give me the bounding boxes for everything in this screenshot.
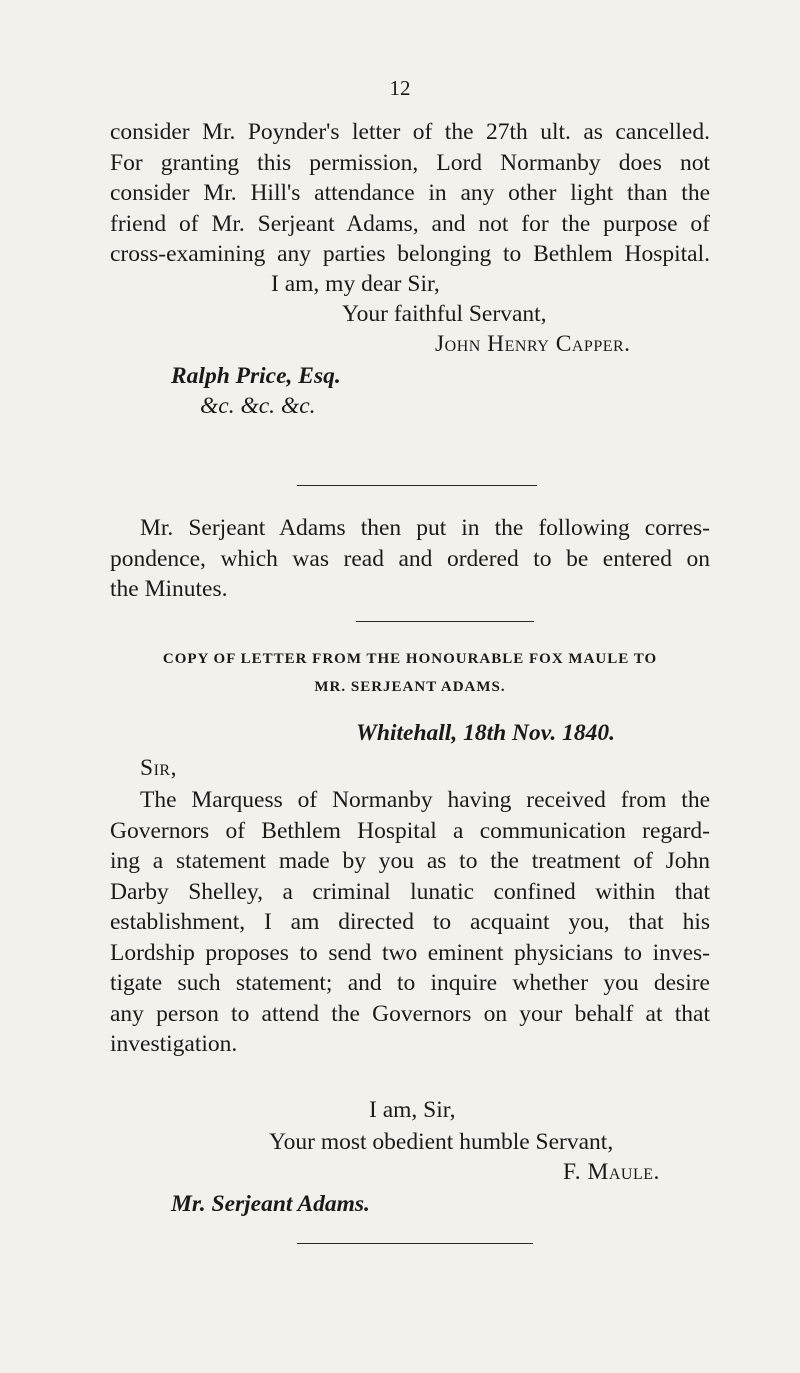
section-divider — [297, 1243, 533, 1244]
letter2-closing-1: I am, Sir, — [369, 1097, 456, 1123]
letter2-addressee: Mr. Serjeant Adams. — [171, 1191, 370, 1217]
text-line: Mr. Serjeant Adams then put in the following corres- — [140, 515, 710, 541]
letter2-salutation: Sir, — [140, 755, 177, 781]
letter-heading-line-1: COPY OF LETTER FROM THE HONOURABLE FOX MAULE TO — [162, 651, 658, 667]
letter2-closing-2: Your most obedient humble Servant, — [269, 1129, 614, 1155]
narrative-paragraph — [110, 513, 710, 605]
section-divider — [356, 621, 534, 622]
letter1-closing-2: Your faithful Servant, — [342, 301, 547, 327]
letter2-body — [110, 785, 710, 1060]
letter1-addressee: Ralph Price, Esq. — [171, 363, 341, 389]
text-line: pondence, which was read and ordered to be entered on — [110, 545, 710, 572]
letter1-etc: &c. &c. &c. — [200, 393, 316, 419]
text-line: The Marquess of Normanby having received from the — [140, 787, 710, 813]
text-line: tigate such statement; and to inquire whether you desire — [110, 970, 710, 996]
text-line: the Minutes. — [110, 576, 228, 602]
section-divider — [297, 485, 537, 486]
text-line: any person to attend the Governors on your behalf at that — [110, 1000, 710, 1027]
letter2-place-date: Whitehall, 18th Nov. 1840. — [356, 720, 615, 746]
page-number: 12 — [389, 76, 411, 100]
text-line: consider Mr. Hill's attendance in any other light than the — [110, 180, 710, 206]
text-line: Governors of Bethlem Hospital a communication regard- — [110, 817, 710, 844]
letter1-closing-1: I am, my dear Sir, — [271, 271, 440, 297]
text-line: friend of Mr. Serjeant Adams, and not for the purpose of — [110, 210, 710, 237]
text-line: ing a statement made by you as to the treatment of John — [110, 848, 710, 874]
letter1-signature: John Henry Capper. — [435, 331, 631, 357]
text-line: establishment, I am directed to acquaint you, that his — [110, 909, 710, 935]
text-line: For granting this permission, Lord Normanby does not — [110, 149, 710, 176]
text-line: investigation. — [110, 1031, 238, 1057]
letter1-body — [110, 117, 710, 270]
letter2-signature: F. Maule. — [563, 1159, 660, 1185]
letter-heading-line-2: MR. SERJEANT ADAMS. — [314, 679, 506, 695]
text-line: consider Mr. Poynder's letter of the 27th ult. as cancelled. — [110, 119, 710, 145]
text-line: Lordship proposes to send two eminent physicians to inves- — [110, 939, 710, 966]
text-line: Darby Shelley, a criminal lunatic confined within that — [110, 878, 710, 905]
text-line: cross-examining any parties belonging to Bethlem Hospital. — [110, 241, 710, 267]
